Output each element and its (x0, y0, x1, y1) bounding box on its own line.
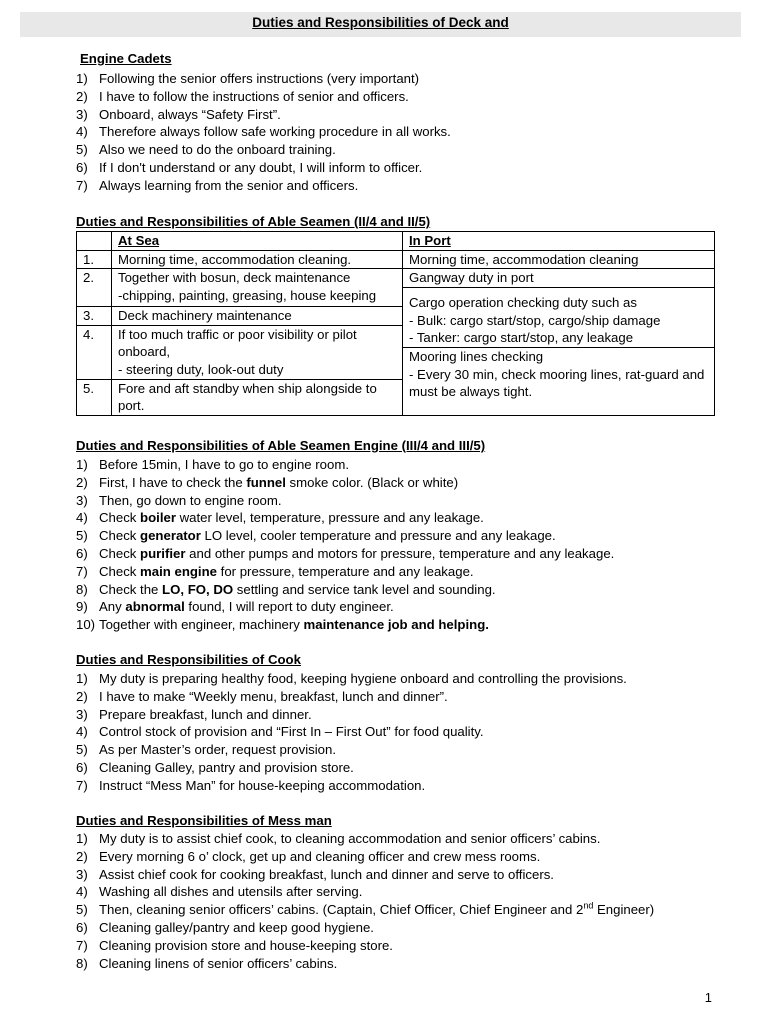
table-row: 2. Together with bosun, deck maintenance -chipping, painting, greasing, house keeping Gangway duty in port (77, 269, 715, 288)
list-item: 5) As per Master’s order, request provision. (76, 742, 336, 758)
table-row: Cargo operation checking duty such as - Bulk: cargo start/stop, cargo/ship damage - Tanker: cargo start/stop, any leakage (77, 288, 715, 307)
list-item: 7) Check main engine for pressure, temperature and any leakage. (76, 563, 474, 579)
engine-list (76, 456, 614, 634)
list-item: 8) Cleaning linens of senior officers’ cabins. (76, 955, 338, 971)
list-item: 6) Check purifier and other pumps and motors for pressure, temperature and any leakage. (76, 545, 615, 561)
list-item: 4) Washing all dishes and utensils after serving. (76, 884, 363, 900)
list-item: 2) Every morning 6 o’ clock, get up and cleaning officer and crew mess rooms. (76, 848, 541, 864)
list-item: 6) Cleaning galley/pantry and keep good hygiene. (76, 919, 374, 935)
list-item: 4) Check boiler water level, temperature, pressure and any leakage. (76, 510, 484, 526)
table-row: 5. Fore and aft standby when ship alongside to port. (77, 379, 715, 415)
table-row: 4. If too much traffic or poor visibility or pilot onboard, - steering duty, look-out duty (77, 325, 715, 347)
list-item: 4) Control stock of provision and “First In – First Out” for food quality. (76, 724, 484, 740)
list-item: 6) Cleaning Galley, pantry and provision store. (76, 759, 354, 775)
list-item: 9) Any abnormal found, I will report to duty engineer. (76, 599, 394, 615)
list-item: 5) Check generator LO level, cooler temperature and pressure and any leakage. (76, 528, 556, 544)
table-row: Mooring lines checking - Every 30 min, check mooring lines, rat-guard and must be always tight. (77, 347, 715, 379)
list-item: 1) Before 15min, I have to go to engine room. (76, 457, 349, 472)
list-item: 3) Then, go down to engine room. (76, 492, 282, 508)
cook-heading: Duties and Responsibilities of Cook (76, 652, 301, 667)
list-item: 5) Then, cleaning senior officers’ cabins. (Captain, Chief Officer, Chief Engineer and 2nd Engineer) (76, 900, 655, 918)
table-header-row (77, 232, 715, 251)
list-item: 7) Instruct “Mess Man” for house-keeping accommodation. (76, 777, 426, 793)
list-item: 3) Prepare breakfast, lunch and dinner. (76, 706, 312, 722)
list-item: 6) If I don't understand or any doubt, I will inform to officer. (76, 159, 423, 175)
list-item: 8) Check the LO, FO, DO settling and service tank level and sounding. (76, 581, 496, 597)
engine-heading: Duties and Responsibilities of Able Seamen Engine (III/4 and III/5) (76, 438, 486, 453)
list-item: 1) My duty is preparing healthy food, keeping hygiene onboard and controlling the provisions. (76, 671, 627, 686)
list-item: 2) First, I have to check the funnel smoke color. (Black or white) (76, 474, 459, 490)
col-at-sea: At Sea (112, 232, 403, 251)
list-item: 10) Together with engineer, machinery maintenance job and helping. (76, 617, 489, 633)
able-seamen-table (76, 231, 715, 416)
col-in-port: In Port (403, 232, 715, 251)
list-item: 4) Therefore always follow safe working procedure in all works. (76, 124, 451, 140)
table-row: 1. Morning time, accommodation cleaning. Morning time, accommodation cleaning (77, 250, 715, 269)
table-row: 3. Deck machinery maintenance (77, 307, 715, 326)
cadets-list (76, 70, 451, 195)
able-seamen-heading: Duties and Responsibilities of Able Seamen (II/4 and II/5) (76, 214, 431, 229)
title-bar (20, 12, 741, 37)
messman-list (76, 830, 654, 972)
messman-heading: Duties and Responsibilities of Mess man (76, 813, 332, 828)
list-item: 2) I have to make “Weekly menu, breakfast, lunch and dinner”. (76, 688, 448, 704)
cook-list (76, 670, 627, 795)
list-item: 7) Cleaning provision store and house-keeping store. (76, 937, 393, 953)
list-item: 1) Following the senior offers instructions (very important) (76, 71, 420, 86)
page-number: 1 (704, 990, 712, 1005)
list-item: 2) I have to follow the instructions of senior and officers. (76, 88, 409, 104)
list-item: 3) Assist chief cook for cooking breakfast, lunch and dinner and serve to officers. (76, 866, 554, 882)
list-item: 5) Also we need to do the onboard training. (76, 142, 336, 158)
list-item: 7) Always learning from the senior and officers. (76, 177, 359, 193)
document-title: Duties and Responsibilities of Deck and (252, 15, 509, 30)
list-item: 1) My duty is to assist chief cook, to cleaning accommodation and senior officers’ cabins. (76, 831, 601, 846)
cadets-heading: Engine Cadets (80, 51, 172, 66)
list-item: 3) Onboard, always “Safety First”. (76, 106, 281, 122)
